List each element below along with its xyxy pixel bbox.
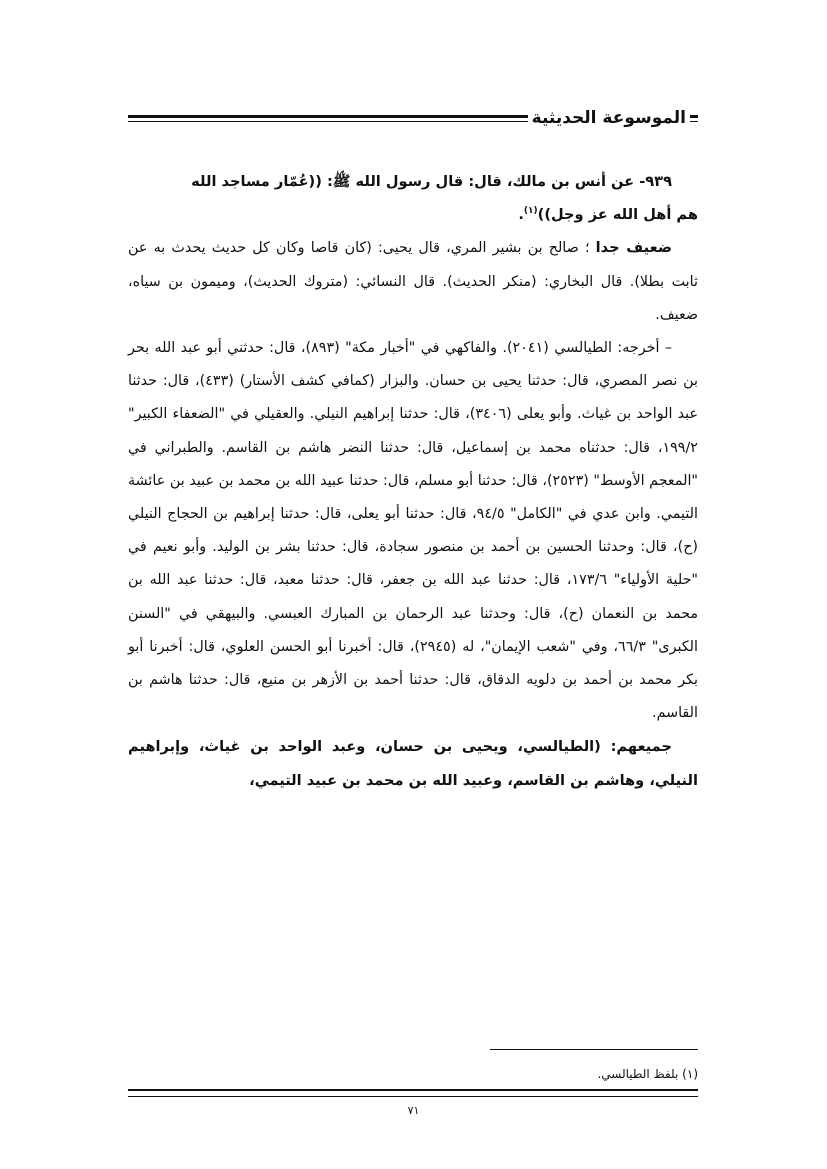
hadith-footnote-mark: (١) <box>523 206 538 217</box>
hadith-text <box>128 165 698 231</box>
header-rule-right <box>690 115 698 122</box>
footnote <box>128 1064 698 1084</box>
footnote-mark: (١) <box>682 1067 698 1081</box>
hadith-line-2: هم أهل الله عز وجل)) <box>537 206 698 224</box>
footnote-text: بلفظ الطيالسي. <box>597 1067 679 1081</box>
footnote-separator <box>490 1049 698 1050</box>
summary-paragraph: جميعهم: (الطيالسي، ويحيى بن حسان، وعبد الواحد بن غياث، وإبراهيم النيلي، وهاشم بن القاسم، وعبيد الله بن محمد بن عبيد التيمي، <box>128 738 698 789</box>
page-number: ٧١ <box>407 1104 420 1117</box>
grade-text: ؛ صالح بن بشير المري، قال يحيى: (كان قاصا وكان كل حديث يحدث به عن ثابت بطلا). قال البخاري: (منكر الحديث). قال النسائي: (متروك الحديث)، وميمون بن سياه، ضعيف. <box>128 240 698 323</box>
grade-label: ضعيف جدا <box>595 239 672 257</box>
takhrij-paragraph: – أخرجه: الطيالسي (٢٠٤١). والفاكهي في "أخبار مكة" (٨٩٣)، قال: حدثني أبو عبد الله بحر بن نصر المصري، قال: حدثنا يحيى بن حسان. والبزار (كمافي كشف الأستار) (٤٣٣)، قال: حدثنا عبد الواحد بن غياث. وأبو يعلى (٣٤٠٦)، قال: حدثنا إبراهيم النيلي. والعقيلي في "الضعفاء الكبير" ١٩٩/٢، قال: حدثناه محمد بن إسماعيل، قال: حدثنا النضر هاشم بن القاسم. والطبراني في "المعجم الأوسط" (٢٥٢٣)، قال: حدثنا أبو مسلم، قال: حدثنا عبيد الله بن محمد بن عبيد بن عائشة التيمي. وابن عدي في "الكامل" ٩٤/٥، قال: حدثنا أبو يعلى، قال: حدثنا إبراهيم بن الحجاج النيلي (ح)، قال: وحدثنا الحسين بن أحمد بن منصور سجادة، قال: حدثنا بشر بن الوليد. وأبو نعيم في "حلية الأولياء" ١٧٣/٦، قال: حدثنا عبد الله بن جعفر، قال: حدثنا معبد، قال: حدثنا عبد الله بن محمد بن النعمان (ح)، قال: وحدثنا عبد الرحمان بن المبارك العبسي. والبيهقي في "السنن الكبرى" ٦٦/٣، وفي "شعب الإيمان"، له (٢٩٤٥)، قال: أخبرنا أبو الحسن العلوي، قال: أخبرنا أبو بكر محمد بن أحمد بن دلويه الدقاق، قال: حدثنا أحمد بن الأزهر بن منيع، قال: حدثنا هاشم بن القاسم. <box>128 340 699 722</box>
header-rule-left <box>128 115 528 122</box>
footer-rule <box>128 1089 698 1097</box>
grade-paragraph <box>128 231 698 332</box>
page-body <box>128 165 698 797</box>
running-header <box>128 106 698 130</box>
hadith-line-2-end: . <box>518 206 524 224</box>
header-title: الموسوعة الحديثية <box>531 108 686 128</box>
hadith-line-1: ٩٣٩- عن أنس بن مالك، قال: قال رسول الله ﷺ: ((عُمّار مساجد الله <box>191 173 672 190</box>
